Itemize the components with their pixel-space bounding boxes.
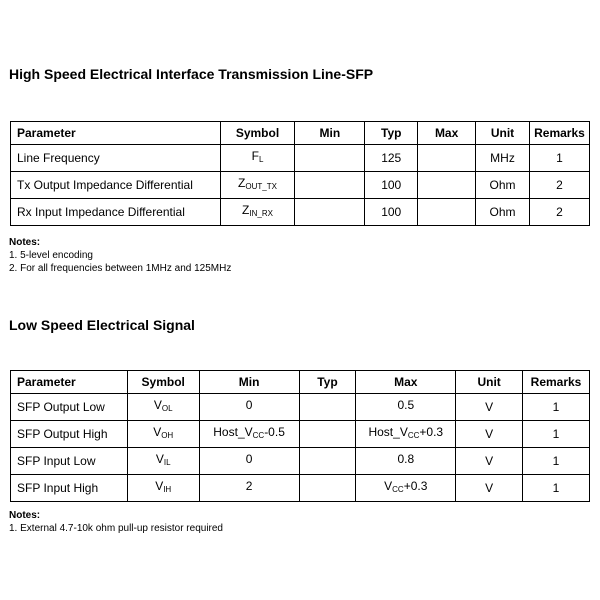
remarks-cell: 1: [523, 421, 590, 448]
notes-heading: Notes:: [9, 237, 41, 248]
symbol-cell: [220, 199, 295, 226]
min-value: Host_V: [213, 425, 253, 439]
typ-cell: 100: [365, 199, 418, 226]
max-suffix: +0.3: [403, 479, 428, 493]
low-speed-signal-table: [10, 370, 590, 502]
parameter-cell: SFP Output Low: [11, 394, 128, 421]
parameter-cell: SFP Output High: [11, 421, 128, 448]
unit-cell: V: [456, 394, 523, 421]
remarks-cell: 1: [523, 475, 590, 502]
unit-cell: Ohm: [476, 172, 530, 199]
symbol-main: F: [251, 149, 259, 163]
symbol-subscript: IL: [163, 458, 171, 467]
symbol-main: V: [153, 398, 162, 412]
header-max: Max: [418, 122, 476, 145]
remarks-cell: 1: [523, 448, 590, 475]
header-parameter: Parameter: [11, 122, 221, 145]
min-value: 2: [245, 479, 253, 493]
header-max: Max: [356, 371, 456, 394]
min-subscript: CC: [252, 431, 265, 440]
typ-cell: 100: [365, 172, 418, 199]
table-row: [11, 448, 590, 475]
min-cell: [199, 448, 299, 475]
table-row: [11, 172, 590, 199]
symbol-subscript: OL: [161, 404, 173, 413]
remarks-cell: 2: [529, 172, 589, 199]
table-row: [11, 394, 590, 421]
max-subscript: CC: [392, 485, 404, 494]
max-cell: [356, 394, 456, 421]
section2-notes: [9, 509, 223, 535]
table-row: [11, 421, 590, 448]
header-typ: Typ: [365, 122, 418, 145]
header-min: Min: [295, 122, 365, 145]
header-min: Min: [199, 371, 299, 394]
symbol-subscript: OUT_TX: [245, 182, 277, 191]
min-cell: [199, 394, 299, 421]
note-item: 1. 5-level encoding: [9, 250, 93, 261]
max-cell: [356, 421, 456, 448]
unit-cell: Ohm: [476, 199, 530, 226]
symbol-main: V: [155, 479, 164, 493]
symbol-main: V: [153, 425, 162, 439]
table-header-row: [11, 122, 590, 145]
header-remarks: Remarks: [529, 122, 589, 145]
min-value: 0: [245, 452, 253, 466]
symbol-main: Z: [242, 203, 250, 217]
header-parameter: Parameter: [11, 371, 128, 394]
max-cell: [418, 145, 476, 172]
symbol-main: Z: [238, 176, 246, 190]
unit-cell: V: [456, 475, 523, 502]
max-cell: [356, 448, 456, 475]
parameter-cell: SFP Input High: [11, 475, 128, 502]
symbol-cell: [127, 475, 199, 502]
max-suffix: +0.3: [419, 425, 444, 439]
typ-cell: [299, 475, 356, 502]
section2-title: Low Speed Electrical Signal: [9, 317, 195, 333]
min-cell: [295, 199, 365, 226]
typ-cell: [299, 448, 356, 475]
typ-cell: 125: [365, 145, 418, 172]
parameter-cell: Line Frequency: [11, 145, 221, 172]
unit-cell: MHz: [476, 145, 530, 172]
section1-title: High Speed Electrical Interface Transmission Line-SFP: [9, 66, 374, 82]
symbol-subscript: OH: [161, 431, 174, 440]
max-cell: [418, 199, 476, 226]
max-subscript: CC: [407, 431, 420, 440]
table-row: [11, 145, 590, 172]
typ-cell: [299, 394, 356, 421]
max-value: 0.5: [397, 398, 415, 412]
note-item: 1. External 4.7-10k ohm pull-up resistor required: [9, 523, 223, 534]
header-unit: Unit: [456, 371, 523, 394]
symbol-main: V: [155, 452, 164, 466]
typ-cell: [299, 421, 356, 448]
parameter-cell: Rx Input Impedance Differential: [11, 199, 221, 226]
symbol-subscript: L: [258, 155, 264, 164]
min-cell: [199, 421, 299, 448]
symbol-cell: [220, 145, 295, 172]
header-unit: Unit: [476, 122, 530, 145]
symbol-subscript: IN_RX: [249, 209, 273, 218]
min-value: 0: [245, 398, 253, 412]
min-suffix: -0.5: [264, 425, 285, 439]
parameter-cell: SFP Input Low: [11, 448, 128, 475]
table-header-row: [11, 371, 590, 394]
max-cell: [356, 475, 456, 502]
remarks-cell: 2: [529, 199, 589, 226]
symbol-cell: [127, 394, 199, 421]
remarks-cell: 1: [523, 394, 590, 421]
remarks-cell: 1: [529, 145, 589, 172]
symbol-subscript: IH: [163, 485, 172, 494]
table-row: [11, 199, 590, 226]
max-value: V: [384, 479, 393, 493]
min-cell: [199, 475, 299, 502]
high-speed-interface-table: [10, 121, 590, 226]
unit-cell: V: [456, 448, 523, 475]
table-row: [11, 475, 590, 502]
min-cell: [295, 172, 365, 199]
notes-heading: Notes:: [9, 510, 41, 521]
header-typ: Typ: [299, 371, 356, 394]
header-remarks: Remarks: [523, 371, 590, 394]
max-cell: [418, 172, 476, 199]
note-item: 2. For all frequencies between 1MHz and 125MHz: [9, 263, 232, 274]
header-symbol: Symbol: [127, 371, 199, 394]
symbol-cell: [220, 172, 295, 199]
symbol-cell: [127, 421, 199, 448]
symbol-cell: [127, 448, 199, 475]
min-cell: [295, 145, 365, 172]
unit-cell: V: [456, 421, 523, 448]
max-value: 0.8: [397, 452, 415, 466]
parameter-cell: Tx Output Impedance Differential: [11, 172, 221, 199]
section1-notes: [9, 236, 231, 275]
max-value: Host_V: [368, 425, 408, 439]
header-symbol: Symbol: [220, 122, 295, 145]
